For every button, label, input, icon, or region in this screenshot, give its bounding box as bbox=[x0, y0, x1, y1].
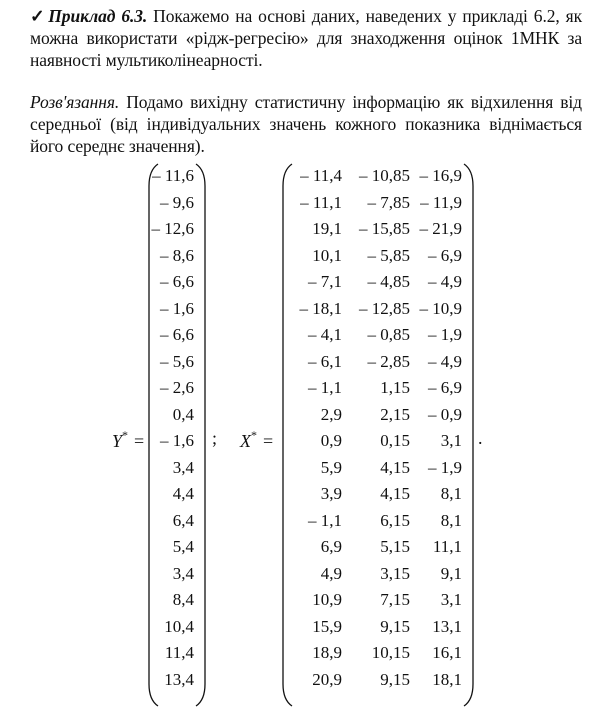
x-value: 4,9 bbox=[320, 563, 342, 583]
x-value: 3,1 bbox=[440, 590, 462, 609]
y-value: – 12,6 bbox=[151, 219, 194, 238]
y-value: – 8,6 bbox=[160, 245, 194, 265]
x-value: 3,9 bbox=[320, 484, 342, 503]
x-value: – 11,1 bbox=[300, 192, 342, 212]
x-value: – 2,85 bbox=[367, 351, 410, 371]
y-value: – 1,6 bbox=[160, 431, 194, 450]
x-value: 13,1 bbox=[432, 616, 462, 636]
x-value: 8,1 bbox=[440, 510, 462, 530]
y-value: 0,4 bbox=[172, 404, 194, 424]
x-value: – 1,9 bbox=[428, 457, 462, 477]
x-value: – 7,85 bbox=[367, 192, 410, 212]
x-value: – 15,85 bbox=[359, 219, 410, 238]
y-value: – 5,6 bbox=[160, 351, 194, 371]
x-value: 0,9 bbox=[320, 431, 342, 450]
x-value: – 18,1 bbox=[299, 298, 342, 318]
x-value: – 1,9 bbox=[428, 325, 462, 344]
x-value: 16,1 bbox=[432, 643, 462, 662]
solution-label: Розв'язання. bbox=[30, 92, 120, 112]
y-value: 4,4 bbox=[172, 484, 194, 503]
y-value: – 2,6 bbox=[160, 378, 194, 397]
x-value: 10,9 bbox=[312, 590, 342, 609]
x-value: 9,15 bbox=[380, 616, 410, 636]
x-value: – 4,9 bbox=[428, 351, 462, 371]
x-value: 3,15 bbox=[380, 563, 410, 583]
y-right-paren bbox=[194, 160, 208, 710]
x-value: 19,1 bbox=[312, 219, 342, 238]
x-value: – 16,9 bbox=[419, 166, 462, 185]
y-value: 5,4 bbox=[172, 537, 194, 556]
y-value: – 9,6 bbox=[160, 192, 194, 212]
y-value: 10,4 bbox=[164, 616, 194, 636]
x-value: – 4,9 bbox=[428, 272, 462, 291]
x-value: 2,9 bbox=[320, 404, 342, 424]
x-matrix-label: X* = bbox=[240, 428, 274, 451]
x-value: – 6,1 bbox=[308, 351, 342, 371]
x-value: – 11,9 bbox=[420, 192, 462, 212]
example-text: Покажемо на основі даних, наведених у прикладі 6.2, як можна використати «рідж-регресію» для знаходження оцінок 1МНК за наявності мультиколінеарності. bbox=[30, 6, 582, 70]
x-value: – 10,85 bbox=[359, 166, 410, 185]
y-value: – 11,6 bbox=[152, 166, 194, 185]
x-value: 2,15 bbox=[380, 404, 410, 424]
x-value: – 4,85 bbox=[367, 272, 410, 291]
x-value: 7,15 bbox=[380, 590, 410, 609]
x-value: 9,1 bbox=[440, 563, 462, 583]
x-value: 6,15 bbox=[380, 510, 410, 530]
x-value: 15,9 bbox=[312, 616, 342, 636]
example-label: Приклад 6.3. bbox=[48, 6, 148, 26]
y-value: 8,4 bbox=[172, 590, 194, 609]
x-value: – 7,1 bbox=[308, 272, 342, 291]
y-value: – 6,6 bbox=[160, 272, 194, 291]
y-value: 3,4 bbox=[172, 563, 194, 583]
checkmark-icon: ✓ bbox=[30, 6, 47, 26]
x-value: – 1,1 bbox=[308, 510, 342, 530]
x-value: 9,15 bbox=[380, 669, 410, 689]
x-value: 1,15 bbox=[380, 378, 410, 397]
x-value: – 11,4 bbox=[300, 166, 342, 185]
x-value: – 6,9 bbox=[428, 378, 462, 397]
x-value: 4,15 bbox=[380, 484, 410, 503]
y-vector-label: Y* = bbox=[112, 428, 145, 451]
x-right-paren bbox=[462, 160, 476, 710]
x-value: 5,15 bbox=[380, 537, 410, 556]
x-value: 5,9 bbox=[320, 457, 342, 477]
x-value: 0,15 bbox=[380, 431, 410, 450]
solution-text: Подамо вихідну статистичну інформацію як відхилення від середньої (від індивідуальних значень кожного показника віднімається його середнє значення). bbox=[30, 92, 582, 156]
y-value: – 6,6 bbox=[160, 325, 194, 344]
x-value: – 6,9 bbox=[428, 245, 462, 265]
x-value: – 0,85 bbox=[367, 325, 410, 344]
x-value: – 1,1 bbox=[308, 378, 342, 397]
x-value: 4,15 bbox=[380, 457, 410, 477]
x-value: – 0,9 bbox=[428, 404, 462, 424]
x-value: 6,9 bbox=[320, 537, 342, 556]
y-value: 13,4 bbox=[164, 669, 194, 689]
x-value: 10,1 bbox=[312, 245, 342, 265]
example-paragraph bbox=[30, 5, 582, 71]
y-value: 3,4 bbox=[172, 457, 194, 477]
separator: ; bbox=[212, 428, 218, 448]
x-value: 3,1 bbox=[440, 431, 462, 450]
x-value: – 5,85 bbox=[367, 245, 410, 265]
y-value: – 1,6 bbox=[160, 298, 194, 318]
y-value: 11,4 bbox=[164, 643, 194, 662]
x-value: – 21,9 bbox=[419, 219, 462, 238]
x-value: – 10,9 bbox=[419, 298, 462, 318]
x-value: – 12,85 bbox=[359, 298, 410, 318]
x-value: 11,1 bbox=[432, 537, 462, 556]
x-value: 18,9 bbox=[312, 643, 342, 662]
solution-paragraph bbox=[30, 91, 582, 157]
x-value: – 4,1 bbox=[308, 325, 342, 344]
x-value: 18,1 bbox=[432, 669, 462, 689]
y-value: 6,4 bbox=[172, 510, 194, 530]
end-period: . bbox=[478, 428, 483, 448]
x-value: 20,9 bbox=[312, 669, 342, 689]
x-value: 8,1 bbox=[440, 484, 462, 503]
x-value: 10,15 bbox=[371, 643, 410, 662]
